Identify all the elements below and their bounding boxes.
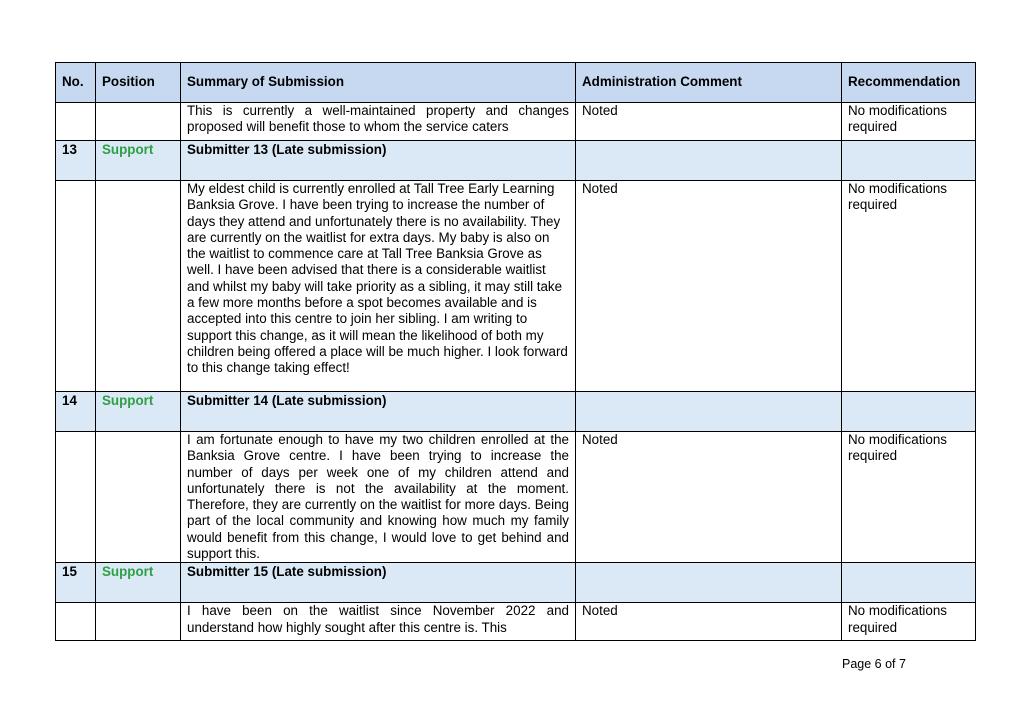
table-row: [56, 181, 976, 392]
submitter-title: Submitter 14 (Late submission): [181, 392, 576, 432]
header-recommendation: Recommendation: [842, 63, 976, 103]
table-row: [56, 603, 976, 641]
cell-position: [96, 432, 181, 563]
submitter-header-row: [56, 141, 976, 181]
cell-recommendation: [842, 392, 976, 432]
cell-recommendation: No modifications required: [842, 603, 976, 641]
header-no: No.: [56, 63, 96, 103]
cell-position: [96, 181, 181, 392]
position-badge: Support: [96, 141, 181, 181]
submitter-number: 14: [56, 392, 96, 432]
cell-comment: [576, 141, 842, 181]
cell-comment: Noted: [576, 103, 842, 141]
cell-comment: Noted: [576, 181, 842, 392]
submissions-table: [55, 62, 976, 641]
position-badge: Support: [96, 392, 181, 432]
cell-summary: I have been on the waitlist since November 2022 and understand how highly sought after this centre is. This: [181, 603, 576, 641]
submitter-title: Submitter 15 (Late submission): [181, 563, 576, 603]
cell-comment: [576, 392, 842, 432]
cell-recommendation: No modifications required: [842, 181, 976, 392]
submitter-title: Submitter 13 (Late submission): [181, 141, 576, 181]
submitter-number: 13: [56, 141, 96, 181]
cell-recommendation: [842, 141, 976, 181]
page-number: Page 6 of 7: [842, 657, 906, 671]
cell-no: [56, 103, 96, 141]
cell-position: [96, 103, 181, 141]
submitter-number: 15: [56, 563, 96, 603]
cell-position: [96, 603, 181, 641]
cell-summary: This is currently a well-maintained property and changes proposed will benefit those to whom the service caters: [181, 103, 576, 141]
cell-comment: Noted: [576, 432, 842, 563]
header-summary: Summary of Submission: [181, 63, 576, 103]
cell-comment: [576, 563, 842, 603]
submitter-header-row: [56, 392, 976, 432]
table-header-row: [56, 63, 976, 103]
cell-no: [56, 432, 96, 563]
cell-no: [56, 603, 96, 641]
header-admin-comment: Administration Comment: [576, 63, 842, 103]
cell-recommendation: [842, 563, 976, 603]
summary-text: My eldest child is currently enrolled at Tall Tree Early Learning Banksia Grove. I have been trying to increase the number of days they attend and unfortunately there is no availability. They are currently on the waitlist for extra days. My baby is also on the waitlist to commence care at Tall Tree Banksia Grove as well. I have been advised that there is a considerable waitlist and whilst my baby will take priority as a sibling, it may still take a few more months before a spot becomes available and is accepted into this centre to join her sibling. I am writing to support this change, as it will mean the likelihood of both my children being offered a place will be much higher. I look forward to this change taking effect!: [187, 181, 568, 376]
cell-comment: Noted: [576, 603, 842, 641]
cell-recommendation: No modifications required: [842, 103, 976, 141]
table-row: [56, 103, 976, 141]
cell-summary: [181, 181, 576, 392]
cell-summary: I am fortunate enough to have my two children enrolled at the Banksia Grove centre. I have been trying to increase the number of days per week one of my children attend and unfortunately there is not the availability at the moment. Therefore, they are currently on the waitlist for more days. Being part of the local community and knowing how much my family would benefit from this change, I would love to get behind and support this.: [181, 432, 576, 563]
cell-no: [56, 181, 96, 392]
header-position: Position: [96, 63, 181, 103]
submitter-header-row: [56, 563, 976, 603]
table-row: [56, 432, 976, 563]
position-badge: Support: [96, 563, 181, 603]
cell-recommendation: No modifications required: [842, 432, 976, 563]
